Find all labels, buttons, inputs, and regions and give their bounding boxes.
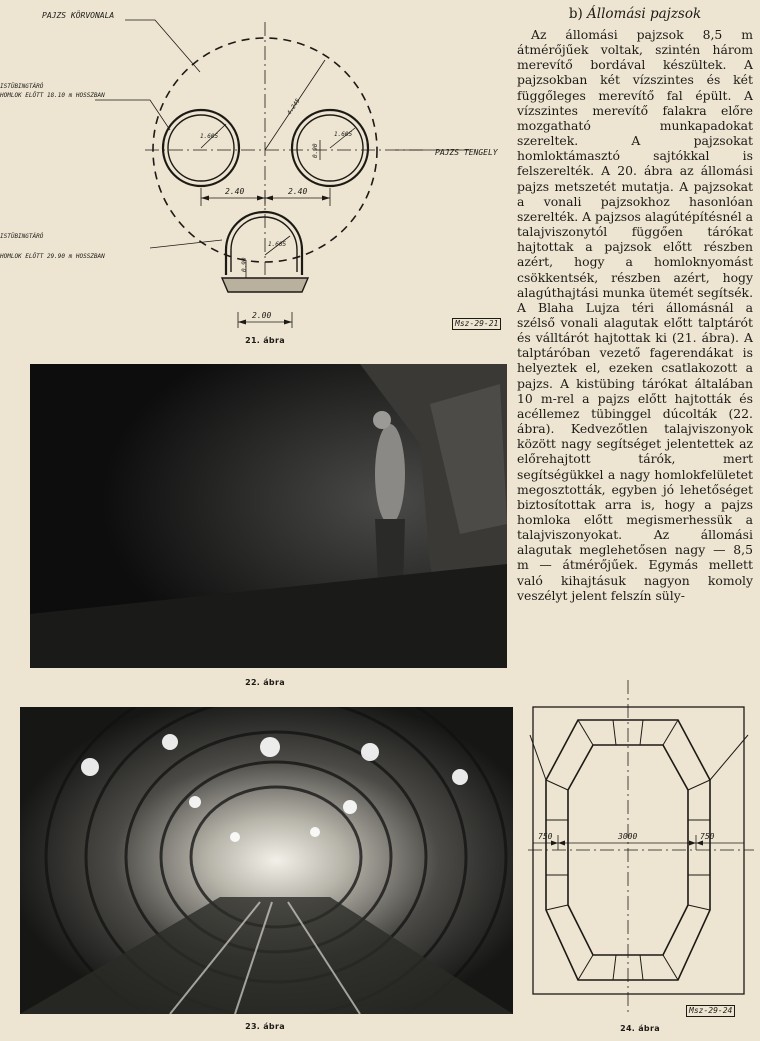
dim-bottom-small: 0.90 [241, 257, 248, 272]
figure-24-caption: 24. ábra [620, 1024, 660, 1033]
dim-left-radius: 1.605 [200, 133, 219, 140]
dim-right-span: 2.40 [288, 187, 308, 196]
bottom-tunnel [226, 212, 302, 275]
upper-stubing-label-2: HOMLOK ELŐTT 18.10 m HOSSZBAN [0, 92, 105, 99]
upper-stubing-label-1: ISTÜBINGTÁRÓ [0, 83, 44, 90]
photo-22-scene [30, 364, 507, 668]
photo-23-scene [20, 707, 513, 1014]
dim-right-small: 0.90 [312, 143, 319, 158]
lower-stubing-label-1: ISTÜBINGTÁRÓ [0, 233, 44, 240]
article-column [517, 4, 753, 603]
figure-24-stamp: Msz-29-24 [686, 1005, 735, 1017]
dim-big-radius: 4.245 [285, 97, 302, 117]
shield-axis-label: PAJZS TENGELY [435, 148, 498, 157]
dim-right-radius: 1.605 [334, 131, 353, 138]
figure-22-photo [30, 364, 507, 668]
article-body: Az állomási pajzsok 8,5 m átmérőjűek voltak, szintén három merevítő bordával készültek. A pajzsokban két vízszintes és két függőleges merevítő fal épült. A vízszintes merevítő falakra előre mozgatható munkapadokat szereltek. A pajzsokat homloktámasztó sajtókkal is felszerelték. A 20. ábra az állomási pajzs metszetét mutatja. A pajzsokat a vonali pajzsokhoz hasonlóan szerelték. A pajzsos alagútépítésnél a talajviszonytól függően tárókat hajtottak a pajzsok előtt részben azért, hogy a homloknyomást csökkentsék, részben azért, hogy alagúthajtási munka ütemét segítsék. A Blaha Lujza téri állomásnál a szélső vonali alagutak előtt talptárót és válltárót hajtottak ki (21. ábra). A talptáróban vezető fagerendákat is helyeztek el, ezeken csatlakozott a pajzs. A kistübing tárókat általában 10 m-rel a pajzs előtt hajtották és acéllemez tübinggel dúcolták (22. ábra). Kedvezőtlen talajviszonyok között nagy segítséget jelentettek az előrehajtott tárók, mert segítségükkel a nagy homlokfelületet megosztották, egyben jó lehetőséget biztosítottak arra is, hogy a pajzs homloka előtt megismerhessük a talajviszonyokat. Az állomási alagutak meglehetősen nagy — 8,5 m — átmérőjűek. Egymás mellett való kihajtásuk nagyon komoly veszélyt jelent felszín süly- [517, 27, 754, 603]
dim-750-right: 750 [700, 832, 715, 841]
shield-circle-label: PAJZS KÖRVONALA [42, 11, 115, 20]
section-heading [517, 6, 753, 22]
figure-21-caption: 21. ábra [245, 336, 285, 345]
figure-23-photo [20, 707, 513, 1014]
figure-22-caption: 22. ábra [245, 678, 285, 687]
leader-upper-stubing [95, 100, 170, 130]
leader-shield-label [125, 20, 200, 72]
figure-21-drawing [0, 0, 515, 335]
figure-21-stamp: Msz-29-21 [452, 318, 501, 330]
figure-23-caption: 23. ábra [245, 1022, 285, 1031]
dim-bottom-radius: 1.605 [268, 241, 287, 248]
dim-left-span: 2.40 [225, 187, 245, 196]
dim-bottom-width: 2.00 [252, 311, 272, 320]
bottom-base [222, 278, 308, 292]
dim-3000-center: 3000 [618, 832, 638, 841]
lower-stubing-label-2: HOMLOK ELŐTT 29.90 m HOSSZBAN [0, 253, 105, 260]
leader-lower-stubing [150, 240, 222, 248]
heading-title: Állomási pajzsok [587, 6, 702, 22]
dim-750-left: 750 [538, 832, 553, 841]
figure-24-drawing [528, 680, 754, 1020]
heading-prefix: b) [568, 6, 583, 22]
